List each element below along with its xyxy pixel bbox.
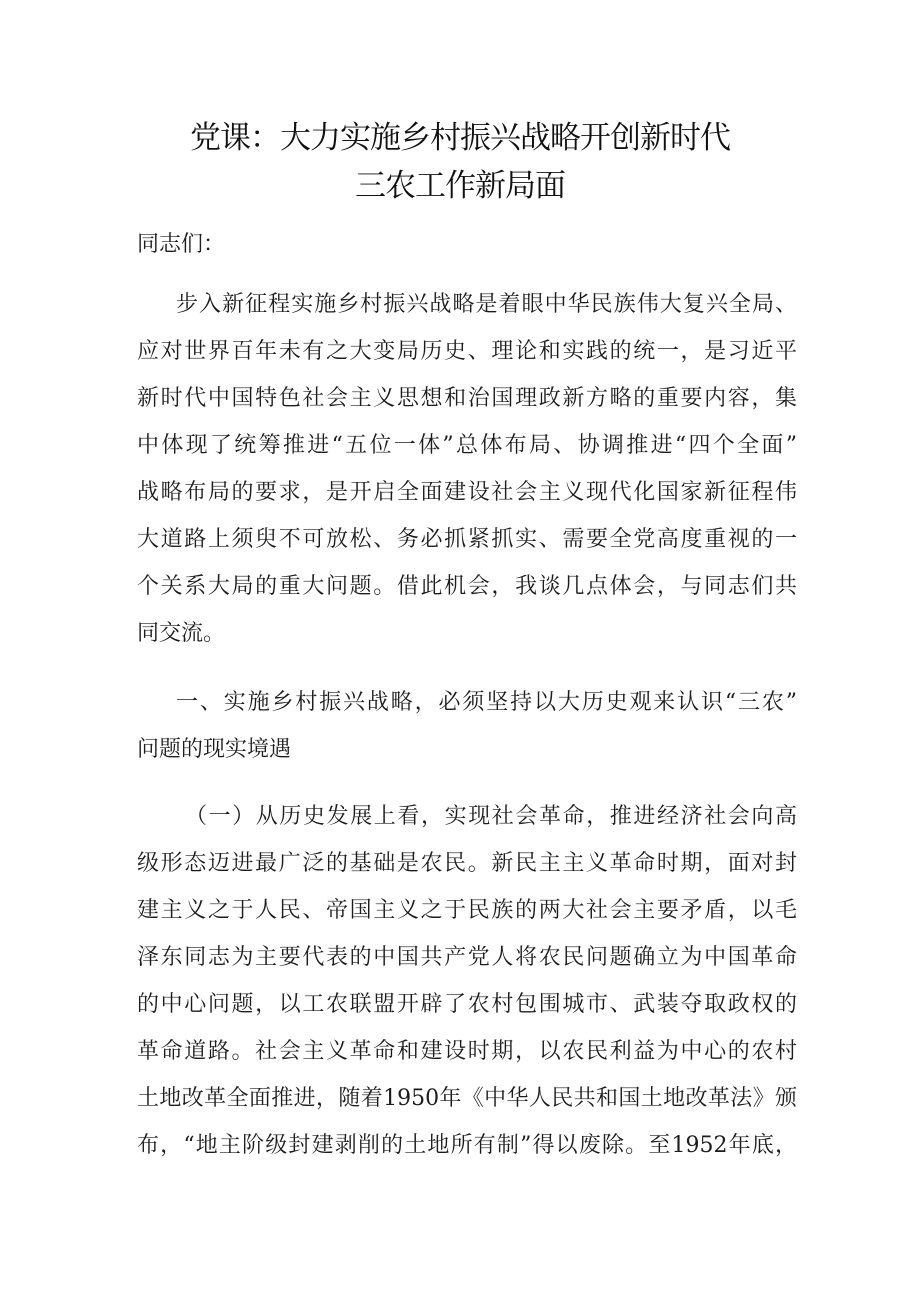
intro-line: 应对世界百年未有之大变局历史、理论和实践的统一，是习近平 (137, 339, 797, 364)
intro-line: 步入新征程实施乡村振兴战略是着眼中华民族伟大复兴全局、 (176, 292, 797, 317)
subsection-line: 革命道路。社会主义革命和建设时期，以农民利益为中心的农村 (137, 1039, 797, 1064)
subsection-line: 土地改革全面推进，随着1950年《中华人民共和国土地改革法》颁 (137, 1086, 797, 1111)
document-title-line-1: 党课：大力实施乡村振兴战略开创新时代 (190, 120, 730, 156)
intro-line: 战略布局的要求，是开启全面建设社会主义现代化国家新征程伟 (137, 480, 797, 505)
section-heading-line: 问题的现实境遇 (137, 737, 292, 762)
subsection-line: 级形态迈进最广泛的基础是农民。新民主主义革命时期，面对封 (137, 851, 797, 876)
subsection-line: （一）从历史发展上看，实现社会革命，推进经济社会向高 (185, 804, 797, 829)
subsection-line: 的中心问题，以工农联盟开辟了农村包围城市、武装夺取政权的 (137, 992, 797, 1017)
section-heading-line: 一、实施乡村振兴战略，必须坚持以大历史观来认识“三农” (176, 690, 797, 715)
document-title-line-2: 三农工作新局面 (355, 168, 565, 204)
subsection-line: 泽东同志为主要代表的中国共产党人将农民问题确立为中国革命 (137, 945, 797, 970)
salutation: 同志们： (137, 232, 226, 257)
intro-line: 大道路上须臾不可放松、务必抓紧抓实、需要全党高度重视的一 (137, 527, 797, 552)
subsection-line: 布，“地主阶级封建剥削的土地所有制”得以废除。至1952年底， (137, 1133, 797, 1158)
intro-line: 中体现了统筹推进“五位一体”总体布局、协调推进“四个全面” (137, 433, 797, 458)
intro-line: 同交流。 (137, 621, 226, 646)
subsection-line: 建主义之于人民、帝国主义之于民族的两大社会主要矛盾，以毛 (137, 898, 797, 923)
intro-line: 新时代中国特色社会主义思想和治国理政新方略的重要内容，集 (137, 386, 797, 411)
intro-line: 个关系大局的重大问题。借此机会，我谈几点体会，与同志们共 (137, 574, 797, 599)
